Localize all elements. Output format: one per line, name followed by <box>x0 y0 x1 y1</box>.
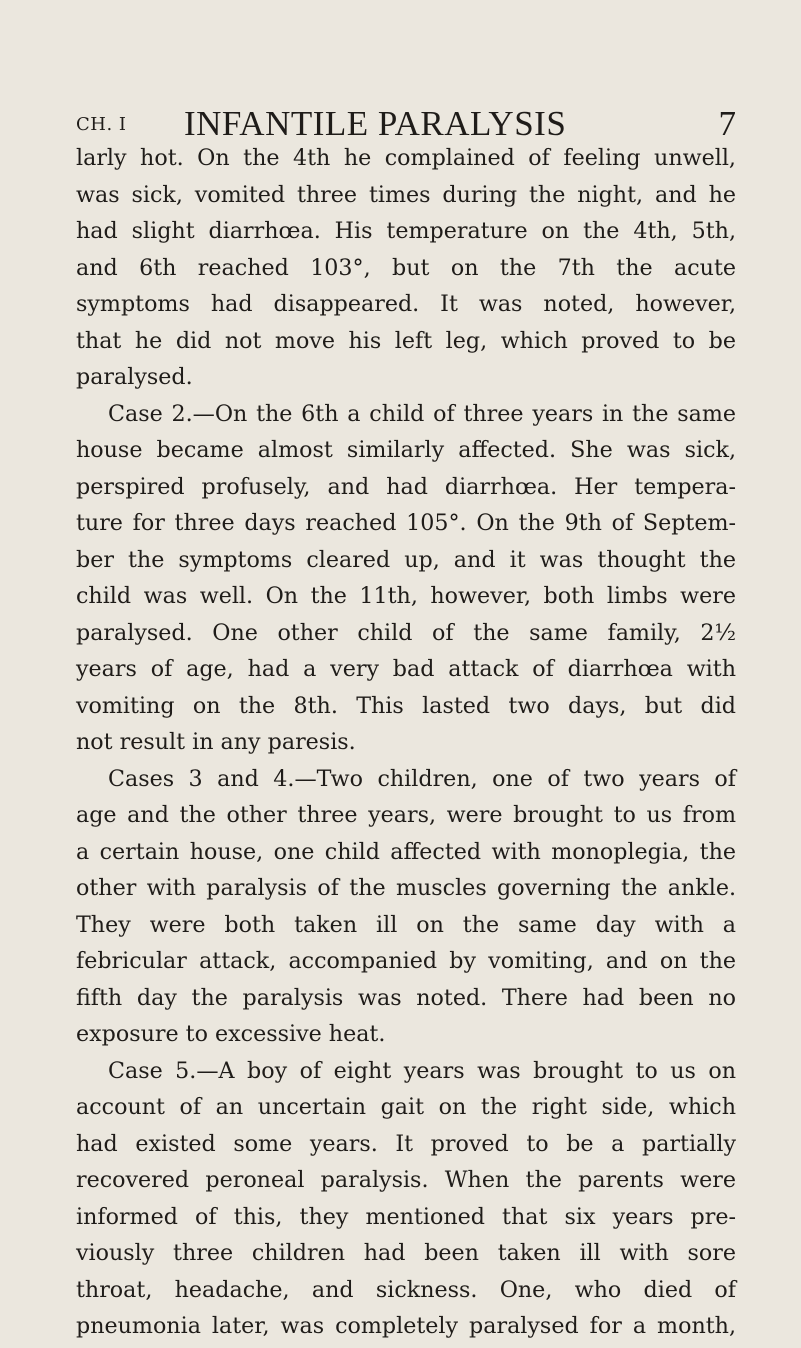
text-line: not result in any paresis. <box>76 729 356 755</box>
text-line: and 6th reached 103°, but on the 7th the acute <box>76 254 736 281</box>
text-line: recovered peroneal paralysis. When the parents were <box>76 1167 736 1193</box>
case-5-heading-line: Case 5.—A boy of eight years was brought to us on <box>108 1057 736 1084</box>
chapter-label: CH. I <box>76 114 127 135</box>
text-line: informed of this, they mentioned that six years pre- <box>76 1203 736 1230</box>
text-line: other with paralysis of the muscles governing the ankle. <box>76 875 736 901</box>
text-line: throat, headache, and sickness. One, who died of <box>76 1276 736 1303</box>
text-line: exposure to excessive heat. <box>76 1021 386 1047</box>
text-line: perspired profusely, and had diarrhœa. Her tempera- <box>76 473 736 500</box>
text-line: larly hot. On the 4th he complained of feeling unwell, <box>76 145 736 171</box>
case-2-heading-line: Case 2.—On the 6th a child of three years in the same <box>108 400 736 427</box>
text-line: had existed some years. It proved to be a partially <box>76 1130 736 1157</box>
text-line: viously three children had been taken ill with sore <box>76 1240 736 1266</box>
text-line: ture for three days reached 105°. On the 9th of Septem- <box>76 510 736 536</box>
text-line: account of an uncertain gait on the right side, which <box>76 1094 736 1120</box>
text-line: years of age, had a very bad attack of diarrhœa with <box>76 656 736 682</box>
text-line: age and the other three years, were brought to us from <box>76 802 736 828</box>
text-line: symptoms had disappeared. It was noted, however, <box>76 291 736 317</box>
text-line: had slight diarrhœa. His temperature on the 4th, 5th, <box>76 218 736 244</box>
text-line: child was well. On the 11th, however, both limbs were <box>76 583 736 609</box>
text-line: febricular attack, accompanied by vomiting, and on the <box>76 948 736 974</box>
text-line: house became almost similarly affected. She was sick, <box>76 437 736 463</box>
running-title: INFANTILE PARALYSIS <box>184 104 567 143</box>
text-line: was sick, vomited three times during the night, and he <box>76 181 736 208</box>
text-line: paralysed. One other child of the same family, 2½ <box>76 619 736 646</box>
text-line: vomiting on the 8th. This lasted two days, but did <box>76 692 736 719</box>
body-text <box>76 140 736 1345</box>
text-line: They were both taken ill on the same day with a <box>76 911 736 938</box>
text-line: fifth day the paralysis was noted. There had been no <box>76 984 736 1011</box>
cases-3-4-heading-line: Cases 3 and 4.—Two children, one of two years of <box>108 765 736 792</box>
text-line: a certain house, one child affected with monoplegia, the <box>76 838 736 865</box>
text-line: pneumonia later, was completely paralysed for a month, <box>76 1313 736 1339</box>
running-header <box>76 104 736 144</box>
text-line: that he did not move his left leg, which proved to be <box>76 327 736 354</box>
text-line: paralysed. <box>76 364 193 390</box>
page-number: 7 <box>718 104 736 143</box>
text-line: ber the symptoms cleared up, and it was thought the <box>76 546 736 573</box>
